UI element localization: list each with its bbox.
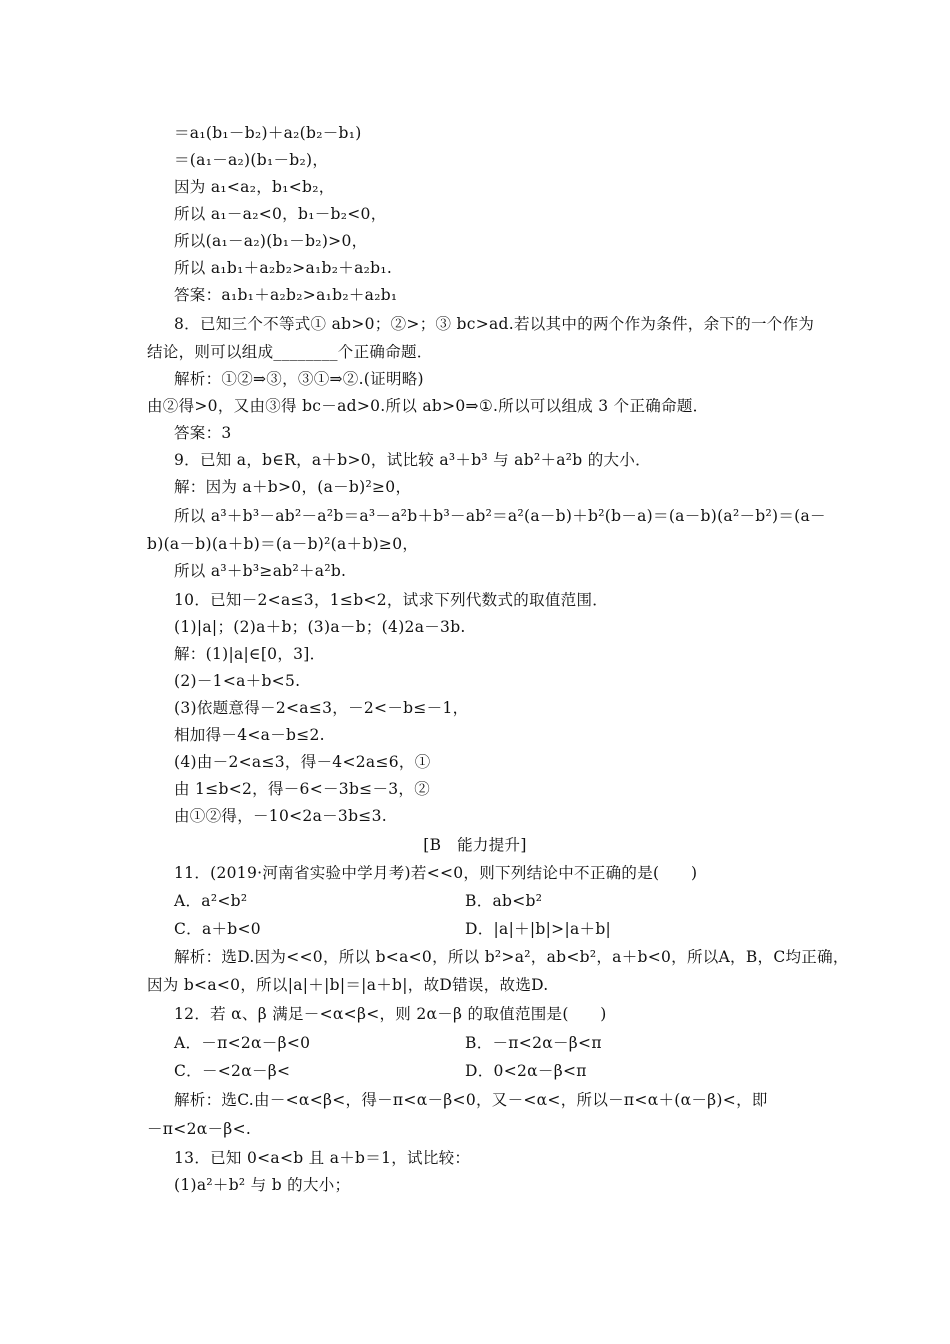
question-9-stem: 9．已知 a，b∈R，a＋b>0，试比较 a³＋b³ 与 ab²＋a²b 的大小． [174, 451, 651, 469]
solution-line: (2)－1<a＋b<5. [174, 672, 301, 690]
solution-line: b)(a－b)(a＋b)＝(a－b)²(a＋b)≥0， [147, 535, 419, 553]
solution-line: ＝a₁(b₁－b₂)＋a₂(b₂－b₁) [174, 124, 362, 142]
question-10-stem: 10．已知－2<a≤3，1≤b<2，试求下列代数式的取值范围． [174, 591, 609, 609]
option-c: C．a＋b<0 [174, 920, 261, 938]
solution-line: 由 1≤b<2，得－6<－3b≤－3，② [174, 780, 431, 798]
solution-line: 所以 a₁b₁＋a₂b₂>a₁b₂＋a₂b₁. [174, 259, 393, 277]
answer-line: 答案：a₁b₁＋a₂b₂>a₁b₂＋a₂b₁ [174, 286, 398, 304]
option-a: A．a²<b² [174, 892, 248, 910]
solution-line: (4)由－2<a≤3，得－4<2a≤6，① [174, 753, 431, 771]
solution-line: 所以(a₁－a₂)(b₁－b₂)>0， [174, 232, 368, 250]
option-b: B．ab<b² [465, 892, 543, 910]
solution-line: 所以 a₁－a₂<0，b₁－b₂<0， [174, 205, 387, 223]
solution-line: 所以 a³＋b³≥ab²＋a²b. [174, 562, 347, 580]
section-header: [B 能力提升] [423, 836, 527, 854]
option-b: B．－π<2α－β<π [465, 1034, 602, 1052]
question-13-stem: 13．已知 0<a<b 且 a＋b＝1，试比较： [174, 1149, 471, 1167]
analysis-line: 解析：①②⇒③，③①⇒②.(证明略) [174, 370, 424, 388]
option-d: D．0<2α－β<π [465, 1062, 587, 1080]
question-8-stem-cont: 结论，则可以组成________个正确命题． [147, 343, 433, 361]
analysis-line: －π<2α－β<. [147, 1120, 252, 1138]
analysis-line: 解析：选D.因为<<0，所以 b<a<0，所以 b²>a²，ab<b²，a＋b<0，所以A，B，C均正确， [174, 948, 849, 966]
solution-line: (3)依题意得－2<a≤3，－2<－b≤－1， [174, 699, 469, 717]
analysis-line: 由②得>0，又由③得 bc－ad>0.所以 ab>0⇒①.所以可以组成 3 个正确命题． [147, 397, 709, 415]
option-a: A．－π<2α－β<0 [174, 1034, 311, 1052]
question-10-parts: (1)|a|；(2)a＋b；(3)a－b；(4)2a－3b. [174, 618, 466, 636]
option-c: C．－<2α－β< [174, 1062, 291, 1080]
solution-line: ＝(a₁－a₂)(b₁－b₂)， [174, 151, 329, 169]
question-12-stem: 12．若 α、β 满足－<α<β<，则 2α－β 的取值范围是( ) [174, 1005, 607, 1023]
analysis-line: 解析：选C.由－<α<β<，得－π<α－β<0，又－<α<，所以－π<α＋(α－β)<，即 [174, 1091, 768, 1109]
solution-line: 所以 a³＋b³－ab²－a²b＝a³－a²b＋b³－ab²＝a²(a－b)＋b²(b－a)＝(a－b)(a²－b²)＝(a－ [174, 507, 826, 525]
solution-line: 解：因为 a＋b>0，(a－b)²≥0， [174, 478, 412, 496]
answer-line: 答案：3 [174, 424, 232, 442]
solution-line: 由①②得，－10<2a－3b≤3. [174, 807, 387, 825]
question-8-stem: 8．已知三个不等式① ab>0；②>；③ bc>ad.若以其中的两个作为条件，余下的一个作为 [174, 315, 815, 333]
solution-line: 解：(1)|a|∈[0，3]． [174, 645, 326, 663]
question-11-stem: 11．(2019·河南省实验中学月考)若<<0，则下列结论中不正确的是( ) [174, 864, 698, 882]
option-d: D．|a|＋|b|>|a＋b| [465, 920, 612, 938]
analysis-line: 因为 b<a<0，所以|a|＋|b|＝|a＋b|，故D错误，故选D. [147, 976, 549, 994]
solution-line: 相加得－4<a－b≤2. [174, 726, 325, 744]
question-13-part-1: (1)a²＋b² 与 b 的大小； [174, 1176, 351, 1194]
solution-line: 因为 a₁<a₂，b₁<b₂， [174, 178, 335, 196]
